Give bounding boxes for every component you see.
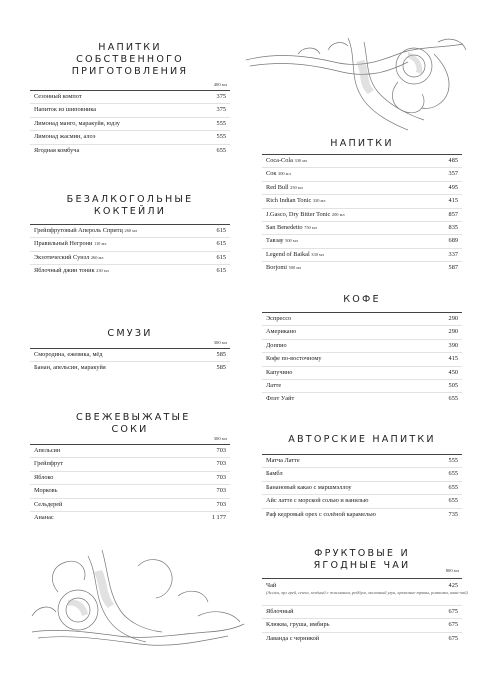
item-price: 615	[216, 227, 226, 234]
item-name: Rich Indian Tonic	[266, 197, 312, 205]
item-name: Напиток из шиповника	[34, 106, 97, 114]
item-price: 450	[448, 368, 458, 376]
menu-item	[262, 209, 462, 222]
menu-item	[30, 485, 230, 498]
item-price: 615	[216, 267, 226, 275]
item-price: 375	[216, 93, 226, 100]
item-price: 337	[448, 250, 458, 258]
menu-item	[30, 458, 230, 471]
item-volume: 330 мл	[294, 158, 308, 163]
item-price: 703	[216, 487, 226, 495]
item-name: Бамбл	[266, 470, 283, 478]
menu-item	[30, 104, 230, 117]
menu-item	[30, 472, 230, 485]
item-name: Банан, апельсин, маракуйя	[34, 364, 106, 372]
item-price: 390	[448, 341, 458, 349]
item-price: 857	[448, 210, 458, 218]
ornament-bottom-left	[28, 536, 248, 656]
section-title: ФРУКТОВЫЕ И ЯГОДНЫЕ ЧАИ	[313, 548, 411, 571]
item-name: Банановый какао с маршмэллоу	[266, 483, 352, 491]
menu-item	[262, 313, 462, 326]
item-price: 415	[448, 197, 458, 205]
menu-item-list	[30, 91, 230, 157]
item-name: Яблочный	[266, 608, 294, 615]
item-name: Сок	[266, 170, 277, 178]
menu-item-list	[30, 445, 230, 524]
item-price: 689	[448, 237, 458, 245]
menu-item	[262, 619, 462, 632]
menu-item	[262, 509, 462, 521]
section-title: СВЕЖЕВЫЖАТЫЕ СОКИ	[76, 412, 191, 435]
item-name: J.Gasco, Dry Bitter Tonic	[266, 210, 331, 218]
item-price: 675	[448, 621, 458, 629]
item-name: Доппио	[266, 341, 287, 349]
item-name: Ананас	[34, 513, 54, 521]
menu-item	[262, 326, 462, 339]
menu-item	[262, 353, 462, 366]
section-coffee	[262, 294, 462, 406]
menu-item	[30, 238, 230, 251]
menu-item	[30, 445, 230, 458]
item-name: Лимонад манго, маракуйя, юдзу	[34, 119, 120, 127]
item-price: 290	[448, 315, 458, 322]
item-volume: 330 мл	[311, 251, 324, 257]
item-price: 357	[448, 170, 458, 178]
section-fruit-teas	[262, 548, 468, 645]
section-homemade-drinks	[30, 42, 230, 157]
section-smoothies	[30, 328, 230, 375]
menu-item	[30, 499, 230, 512]
item-price: 375	[216, 106, 226, 114]
item-name: Правильный Негрони	[34, 240, 93, 248]
menu-item	[262, 168, 462, 181]
item-volume: 230 мл	[96, 268, 109, 274]
item-price: 655	[448, 483, 458, 491]
volume-label: 300 мл	[213, 436, 227, 441]
item-name: Экзотический Сунзл	[34, 253, 90, 261]
menu-item	[262, 482, 462, 495]
item-name: Апельсин	[34, 447, 61, 454]
item-price: 587	[448, 264, 458, 272]
item-price: 555	[448, 457, 458, 464]
item-name: Red Bull	[266, 183, 289, 191]
item-name: Тавзау	[266, 237, 284, 245]
item-price: 703	[216, 460, 226, 468]
section-title: БЕЗАЛКОГОЛЬНЫЕ КОКТЕЙЛИ	[66, 194, 194, 217]
menu-item	[262, 393, 462, 405]
item-name: Американо	[266, 328, 297, 336]
item-name: Матча Латте	[266, 457, 300, 464]
item-price: 735	[448, 510, 458, 518]
item-name: Грейпфрутовый Апероль Спритц	[34, 227, 123, 234]
item-name: Латте	[266, 381, 282, 389]
menu-item	[262, 380, 462, 393]
menu-item	[262, 367, 462, 380]
menu-item-list	[30, 349, 230, 375]
section-title: НАПИТКИ	[330, 138, 394, 149]
item-name: San Benedetto	[266, 223, 303, 231]
menu-item	[30, 252, 230, 265]
item-volume: 200 мл	[331, 211, 345, 217]
item-name: Флэт Уайт	[266, 395, 295, 403]
menu-item	[30, 145, 230, 157]
menu-item	[262, 495, 462, 508]
menu-item-list	[30, 225, 230, 278]
ornament-top-right	[238, 32, 474, 136]
menu-item	[262, 340, 462, 353]
menu-item	[262, 455, 462, 468]
menu-item	[30, 118, 230, 131]
menu-item	[262, 222, 462, 235]
item-price: 495	[448, 183, 458, 191]
item-name: Морковь	[34, 487, 58, 495]
menu-item	[30, 91, 230, 104]
item-name: Яблочный джин тоник	[34, 267, 95, 275]
section-title: НАПИТКИ СОБСТВЕННОГО ПРИГОТОВЛЕНИЯ	[71, 42, 189, 77]
item-name: Лимонад жасмин, алоэ	[34, 133, 96, 141]
menu-item	[30, 512, 230, 524]
menu-item	[262, 249, 462, 262]
menu-item	[30, 265, 230, 277]
item-volume: 250 мл	[290, 184, 303, 190]
item-price: 585	[216, 351, 226, 358]
item-name: Чай	[266, 582, 277, 589]
menu-item	[30, 349, 230, 362]
item-price: 615	[216, 253, 226, 261]
item-volume: 750 мл	[304, 224, 317, 230]
item-price: 703	[216, 447, 226, 454]
menu-item	[30, 225, 230, 238]
item-price: 485	[448, 157, 458, 164]
menu-item	[30, 362, 230, 374]
menu-item	[262, 235, 462, 248]
item-name: Coca-Cola	[266, 157, 293, 164]
menu-item-list	[262, 155, 462, 275]
section-title: КОФЕ	[343, 294, 381, 305]
item-name: Лаванда с черникой	[266, 634, 320, 642]
item-price: 675	[448, 608, 458, 615]
menu-item-list	[262, 579, 468, 645]
item-name: Айс латте с морской солью и ванилью	[266, 497, 369, 505]
menu-item	[262, 182, 462, 195]
item-name: Грейпфрут	[34, 460, 63, 468]
menu-item	[262, 195, 462, 208]
item-price: 835	[448, 223, 458, 231]
item-name: Эспрессо	[266, 315, 292, 322]
item-price: 1 177	[211, 513, 226, 521]
item-price: 585	[216, 364, 226, 372]
menu-item-list	[262, 455, 462, 521]
item-name: Ягодная комбуча	[34, 146, 80, 154]
menu-item	[262, 606, 462, 619]
menu-item	[262, 579, 468, 606]
section-mocktails	[30, 194, 230, 278]
menu-item	[30, 131, 230, 144]
item-price: 290	[448, 328, 458, 336]
section-fresh-juices	[30, 412, 230, 524]
item-volume: 500 мл	[285, 238, 298, 244]
item-volume: 110 мл	[93, 241, 107, 247]
item-price: 655	[448, 395, 458, 403]
menu-item	[262, 633, 462, 645]
item-volume: 260 мл	[124, 228, 138, 233]
item-price: 655	[448, 497, 458, 505]
item-name: Сезонный компот	[34, 93, 82, 100]
item-price: 655	[448, 470, 458, 478]
section-title: АВТОРСКИЕ НАПИТКИ	[288, 434, 436, 445]
volume-label: 800 мл	[445, 568, 459, 573]
item-name: Раф кедровый орех с солёной карамелью	[266, 510, 376, 518]
item-volume: 300 мл	[278, 171, 291, 177]
item-price: 675	[448, 634, 458, 642]
section-title: СМУЗИ	[107, 328, 153, 339]
menu-item	[262, 155, 462, 168]
item-price: 655	[216, 146, 226, 154]
item-volume: 260 мл	[90, 254, 104, 260]
menu-item	[262, 262, 462, 274]
item-name: Капучино	[266, 368, 293, 376]
item-price: 615	[216, 240, 226, 248]
volume-label: 400 мл	[213, 82, 227, 87]
menu-item-list	[262, 313, 462, 406]
item-price: 703	[216, 500, 226, 508]
item-name: Borjomi	[266, 264, 287, 272]
item-price: 703	[216, 473, 226, 481]
item-price: 505	[448, 381, 458, 389]
item-name: Смородина, ежевика, мёд	[34, 351, 103, 358]
item-volume: 330 мл	[312, 198, 326, 204]
item-name: Яблоко	[34, 473, 54, 481]
item-price: 555	[216, 119, 226, 127]
item-name: Legend of Baikal	[266, 250, 310, 258]
item-name: Сельдерей	[34, 500, 63, 508]
item-name: Кофе по-восточному	[266, 355, 322, 363]
item-name: Клюква, груша, имбирь	[266, 621, 330, 629]
item-price: 425	[448, 582, 458, 589]
item-volume: 500 мл	[288, 265, 302, 271]
volume-label: 300 мл	[213, 340, 227, 345]
section-drinks	[262, 138, 462, 275]
section-signature-drinks	[262, 434, 462, 521]
item-price: 555	[216, 133, 226, 141]
item-price: 415	[448, 355, 458, 363]
menu-item	[262, 468, 462, 481]
item-description: (Ассам, эрл грей, сенча, зелёный с жасмином, рейбуш, молочный улун, кремовые травы, ромашка, иван-чай)	[266, 590, 468, 595]
